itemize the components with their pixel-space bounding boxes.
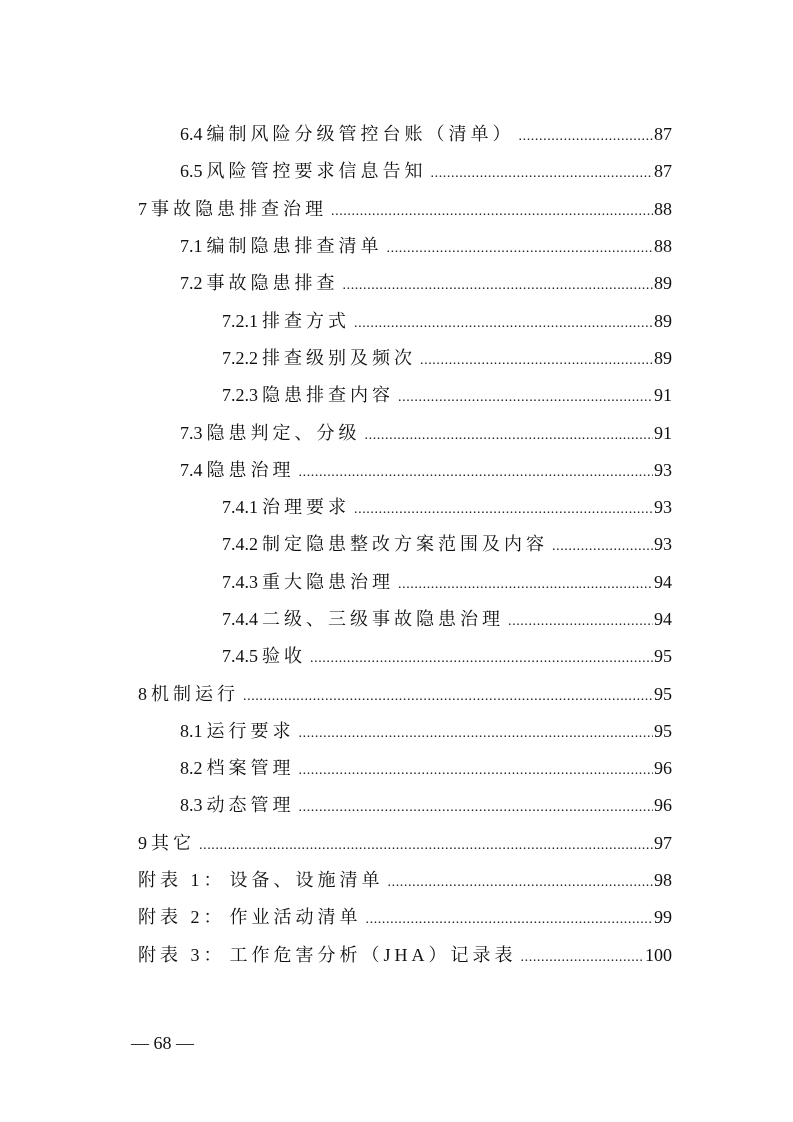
toc-entry-number: 8 — [138, 683, 147, 704]
toc-entry-7-2-3[interactable] — [0, 377, 793, 414]
toc-entry-page: 91 — [654, 385, 672, 406]
toc-entry-page: 89 — [654, 273, 672, 294]
toc-entry-title: 验收 — [262, 646, 306, 667]
toc-entry-page: 95 — [654, 720, 672, 741]
toc-entry-number: 7.1 — [180, 236, 203, 257]
dot-leader — [398, 391, 653, 405]
toc-entry-number: 7 — [138, 198, 147, 219]
toc-entry-page: 87 — [654, 124, 672, 145]
toc-entry-page: 96 — [654, 795, 672, 816]
toc-entry-page: 99 — [654, 907, 672, 928]
toc-entry-7-4-1[interactable] — [0, 489, 793, 526]
toc-entry-6-5[interactable] — [0, 153, 793, 190]
dot-leader — [508, 615, 653, 629]
toc-entry-8-2[interactable] — [0, 750, 793, 787]
dot-leader — [299, 466, 654, 480]
toc-entry-number: 附表 1： — [138, 870, 226, 891]
toc-entry-title: 风险管控要求信息告知 — [206, 161, 427, 182]
toc-entry-page: 87 — [654, 161, 672, 182]
dot-leader — [331, 205, 653, 219]
toc-entry-title: 隐患排查内容 — [262, 385, 394, 406]
toc-entry-number: 8.3 — [180, 795, 203, 816]
toc-entry-title: 二级、三级事故隐患治理 — [262, 609, 504, 629]
dot-leader — [387, 242, 654, 256]
toc-entry-title: 治理要求 — [262, 497, 350, 518]
toc-entry-page: 98 — [654, 870, 672, 891]
toc-entry-number: 7.2 — [180, 273, 203, 294]
toc-entry-title: 排查级别及频次 — [262, 347, 416, 368]
toc-entry-title: 机制运行 — [151, 683, 239, 704]
toc-entry-title: 事故隐患排查治理 — [151, 198, 327, 219]
toc-entry-title: 作业活动清单 — [229, 907, 362, 928]
toc-entry-number: 7.4.4 — [222, 609, 258, 629]
toc-entry-page: 89 — [654, 310, 672, 331]
toc-entry-title: 重大隐患治理 — [262, 571, 394, 592]
dot-leader — [420, 354, 653, 368]
toc-entry-number: 附表 3： — [138, 944, 226, 965]
toc-entry-title: 设备、设施清单 — [229, 870, 384, 891]
toc-entry-page: 88 — [654, 198, 672, 219]
toc-entry-page: 93 — [654, 459, 672, 480]
toc-entry-page: 100 — [645, 944, 672, 965]
toc-entry-title: 工作危害分析（JHA）记录表 — [229, 944, 517, 965]
toc-entry-number: 6.4 — [180, 124, 203, 145]
toc-entry-7[interactable] — [0, 191, 793, 228]
table-of-contents — [0, 116, 793, 974]
toc-entry-appendix-1[interactable] — [0, 862, 793, 899]
dot-leader — [365, 429, 654, 443]
toc-entry-8[interactable] — [0, 675, 793, 712]
toc-entry-9[interactable] — [0, 825, 793, 862]
toc-entry-number: 7.2.2 — [222, 347, 258, 368]
toc-entry-8-3[interactable] — [0, 787, 793, 824]
toc-entry-page: 88 — [654, 236, 672, 257]
toc-entry-number: 7.4.3 — [222, 571, 258, 592]
toc-entry-page: 97 — [654, 832, 672, 853]
toc-entry-number: 7.2.3 — [222, 385, 258, 406]
toc-entry-appendix-2[interactable] — [0, 899, 793, 936]
toc-entry-page: 94 — [654, 609, 672, 629]
toc-entry-number: 6.5 — [180, 161, 203, 182]
toc-entry-title: 制定隐患整改方案范围及内容 — [262, 534, 548, 555]
toc-entry-number: 7.4.1 — [222, 497, 258, 518]
dot-leader — [299, 764, 654, 778]
toc-entry-8-1[interactable] — [0, 713, 793, 750]
toc-entry-page: 95 — [654, 646, 672, 667]
toc-entry-appendix-3[interactable] — [0, 937, 793, 974]
toc-entry-number: 7.4.2 — [222, 534, 258, 555]
dot-leader — [552, 540, 653, 554]
toc-entry-title: 编制隐患排查清单 — [206, 236, 383, 257]
toc-entry-title: 排查方式 — [262, 310, 350, 331]
dot-leader — [431, 167, 654, 181]
toc-entry-page: 95 — [654, 683, 672, 704]
toc-entry-page: 93 — [654, 497, 672, 518]
toc-entry-page: 89 — [654, 347, 672, 368]
toc-entry-title: 其它 — [151, 832, 195, 853]
toc-entry-number: 7.4.5 — [222, 646, 258, 667]
page-number: — 68 — — [131, 1033, 194, 1053]
toc-entry-number: 8.2 — [180, 758, 203, 779]
toc-entry-7-4-4[interactable] — [0, 601, 793, 638]
toc-entry-number: 7.4 — [180, 459, 203, 480]
toc-entry-title: 隐患判定、分级 — [206, 422, 361, 443]
dot-leader — [398, 578, 653, 592]
toc-entry-7-2-1[interactable] — [0, 302, 793, 339]
dot-leader — [310, 652, 653, 666]
toc-entry-title: 事故隐患排查 — [206, 273, 339, 294]
dot-leader — [366, 913, 654, 927]
dot-leader — [199, 839, 653, 853]
toc-entry-7-2[interactable] — [0, 265, 793, 302]
dot-leader — [299, 727, 654, 741]
dot-leader — [519, 130, 654, 144]
dot-leader — [343, 279, 654, 293]
dot-leader — [243, 690, 653, 704]
toc-entry-title: 隐患治理 — [206, 459, 295, 480]
toc-entry-page: 93 — [654, 534, 672, 555]
toc-entry-7-4-2[interactable] — [0, 526, 793, 563]
toc-entry-page: 91 — [654, 422, 672, 443]
toc-entry-7-2-2[interactable] — [0, 340, 793, 377]
toc-entry-number: 9 — [138, 832, 147, 853]
toc-entry-number: 7.2.1 — [222, 310, 258, 331]
toc-entry-7-3[interactable] — [0, 414, 793, 451]
dot-leader — [299, 801, 654, 815]
toc-entry-number: 附表 2： — [138, 907, 226, 928]
toc-entry-7-4-3[interactable] — [0, 564, 793, 601]
dot-leader — [354, 503, 653, 517]
toc-entry-title: 动态管理 — [206, 795, 295, 816]
toc-entry-7-1[interactable] — [0, 228, 793, 265]
toc-entry-7-4[interactable] — [0, 452, 793, 489]
toc-entry-page: 94 — [654, 571, 672, 592]
toc-entry-title: 运行要求 — [206, 720, 295, 741]
toc-entry-number: 7.3 — [180, 422, 203, 443]
toc-entry-7-4-5[interactable] — [0, 638, 793, 675]
dot-leader — [388, 876, 654, 890]
toc-entry-6-4[interactable] — [0, 116, 793, 153]
dot-leader — [521, 951, 644, 965]
toc-entry-title: 档案管理 — [206, 758, 295, 779]
toc-entry-page: 96 — [654, 758, 672, 779]
toc-entry-title: 编制风险分级管控台账（清单） — [206, 124, 515, 145]
toc-entry-number: 8.1 — [180, 720, 203, 741]
dot-leader — [354, 317, 653, 331]
